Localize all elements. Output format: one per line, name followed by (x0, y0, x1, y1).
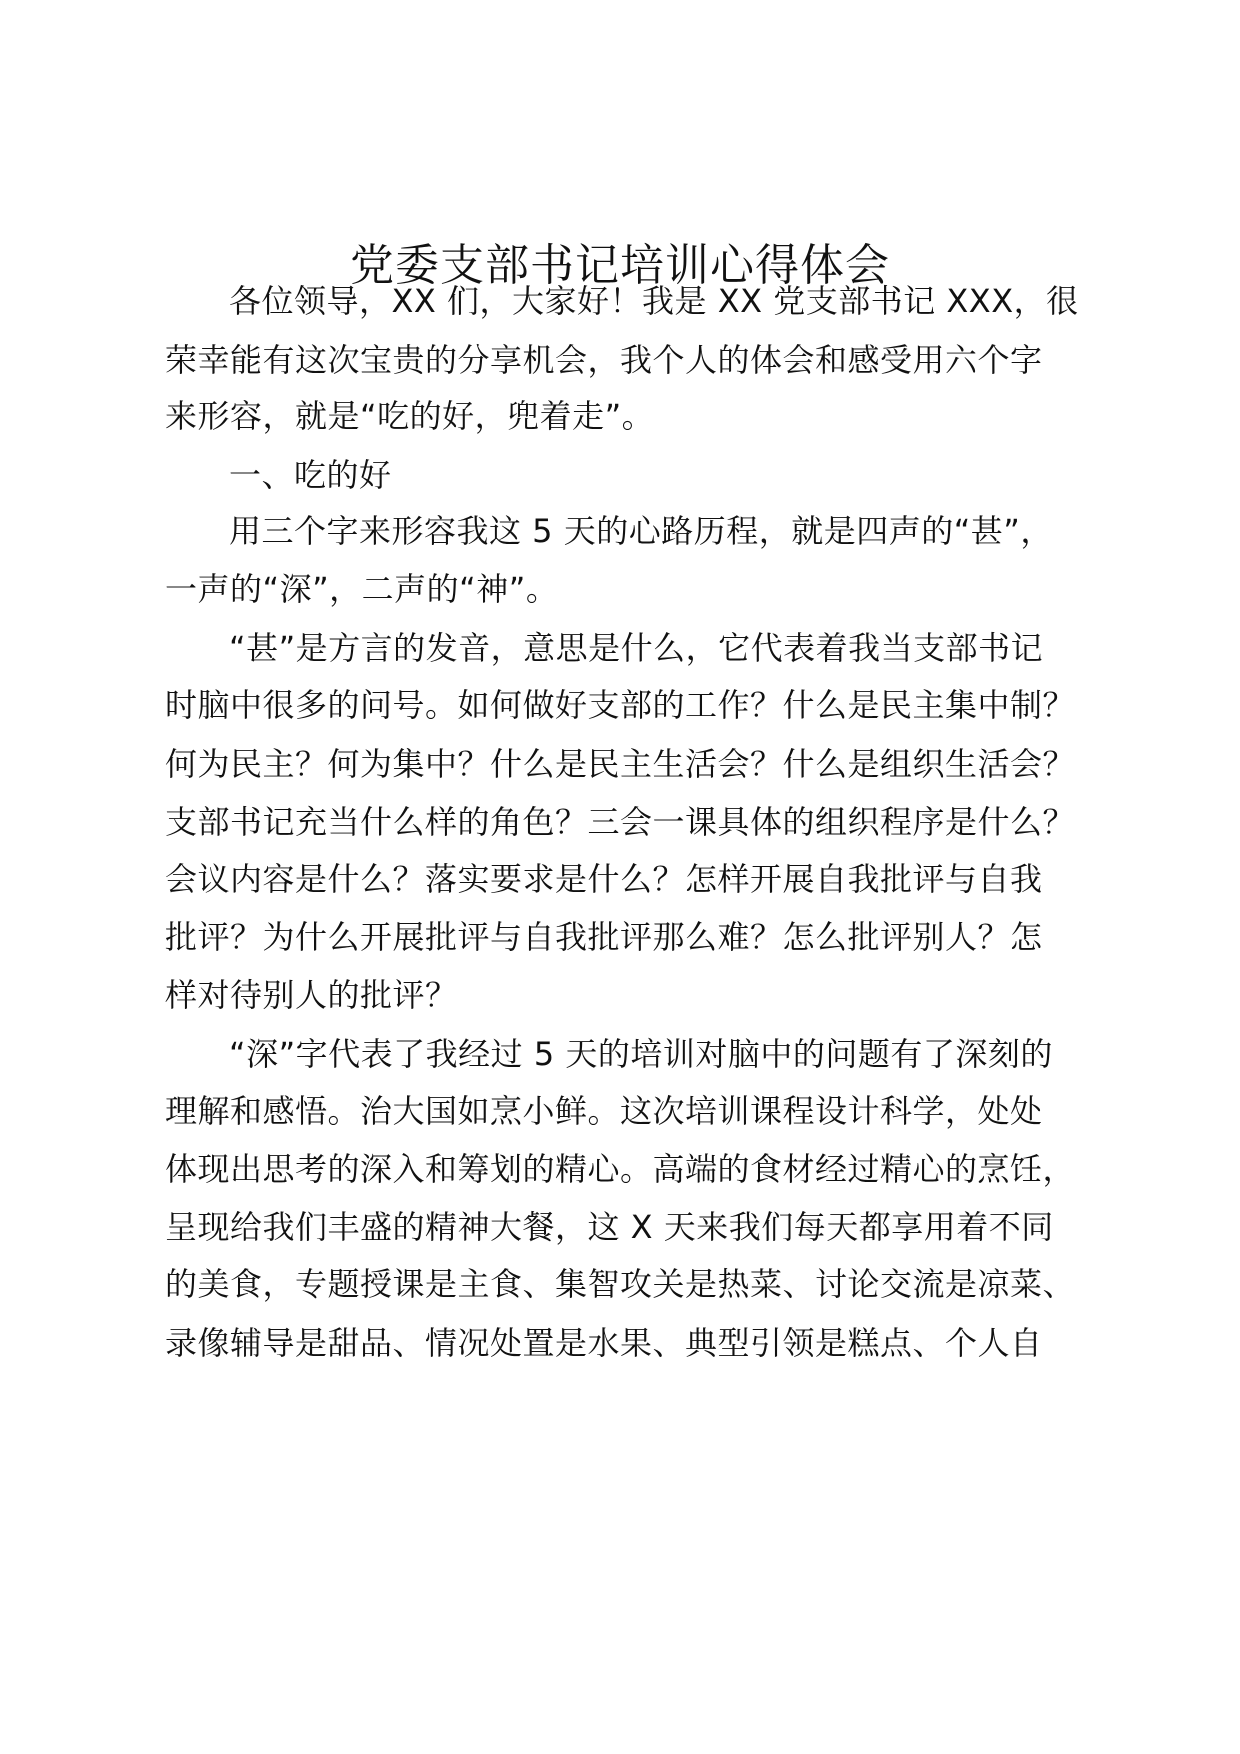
paragraph-line: “深”字代表了我经过 5 天的培训对脑中的问题有了深刻的 (229, 1035, 1053, 1073)
paragraph-line: 荣幸能有这次宝贵的分享机会，我个人的体会和感受用六个字 (165, 341, 1043, 379)
paragraph-line: 用三个字来形容我这 5 天的心路历程，就是四声的“甚”， (229, 512, 1053, 550)
paragraph-line: 批评？为什么开展批评与自我批评那么难？怎么批评别人？怎 (165, 918, 1043, 956)
paragraph-line: 样对待别人的批评？ (165, 976, 458, 1014)
paragraph-line: “甚”是方言的发音，意思是什么，它代表着我当支部书记 (229, 629, 1044, 667)
paragraph-line: 的美食，专题授课是主食、集智攻关是热菜、讨论交流是凉菜、 (165, 1265, 1076, 1303)
paragraph-line: 各位领导，XX 们，大家好！我是 XX 党支部书记 XXX，很 (229, 282, 1079, 320)
paragraph-line: 一声的“深”，二声的“神”。 (165, 570, 559, 608)
paragraph-line: 理解和感悟。治大国如烹小鲜。这次培训课程设计科学，处处 (165, 1092, 1043, 1130)
paragraph-line: 何为民主？何为集中？什么是民主生活会？什么是组织生活会？ (165, 745, 1076, 783)
paragraph-line: 呈现给我们丰盛的精神大餐，这 X 天来我们每天都享用着不同 (165, 1208, 1054, 1246)
paragraph-line: 来形容，就是“吃的好，兜着走”。 (165, 397, 655, 435)
paragraph-line: 支部书记充当什么样的角色？三会一课具体的组织程序是什么？ (165, 803, 1076, 841)
paragraph-line: 会议内容是什么？落实要求是什么？怎样开展自我批评与自我 (165, 860, 1043, 898)
section-heading: 一、吃的好 (229, 456, 392, 494)
paragraph-line: 录像辅导是甜品、情况处置是水果、典型引领是糕点、个人自 (165, 1324, 1043, 1362)
document-title: 党委支部书记培训心得体会 (350, 240, 890, 291)
paragraph-line: 体现出思考的深入和筹划的精心。高端的食材经过精心的烹饪， (165, 1150, 1076, 1188)
paragraph-line: 时脑中很多的问号。如何做好支部的工作？什么是民主集中制？ (165, 686, 1076, 724)
